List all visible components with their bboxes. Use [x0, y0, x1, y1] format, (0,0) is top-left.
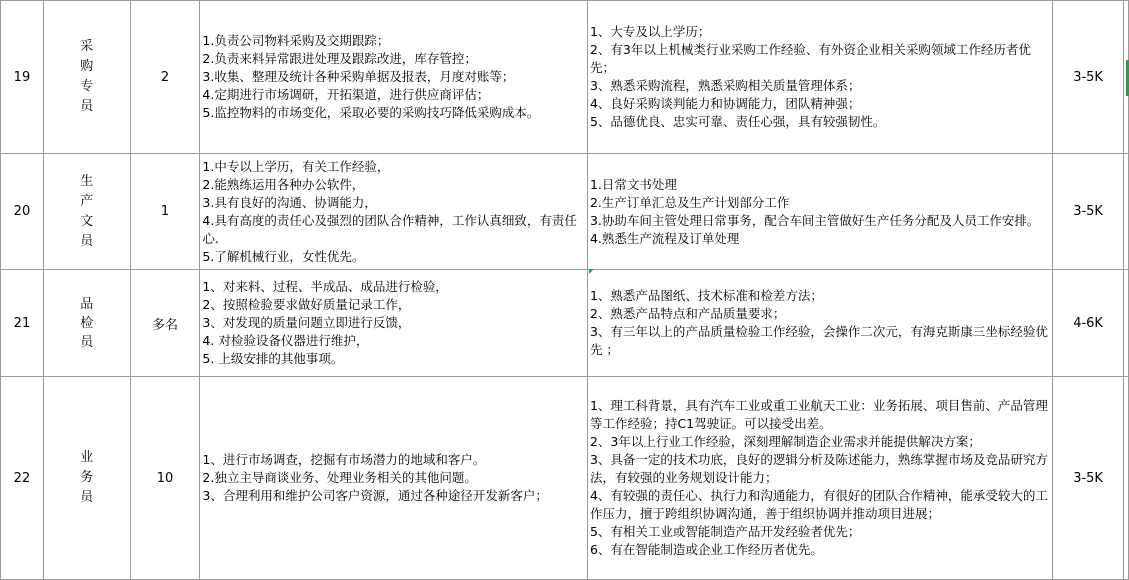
duty-line: 2.能熟练运用各种办公软件，: [202, 176, 365, 192]
requirement-line: 4、有较强的责任心、执行力和沟通能力，有很好的团队合作精神，能承受较大的工作压力，擅于跨组织协调沟通，善于组织协调并推动项目进展；: [589, 488, 1048, 521]
requirement-line: 2、3年以上行业工作经验，深刻理解制造企业需求并能提供解决方案；: [589, 434, 981, 449]
duty-line: 5. 上级安排的其他事项。: [202, 351, 344, 366]
table-row: [1, 1, 1129, 154]
duty-line: 2.负责来料异常跟进处理及跟踪改进，库存管控；: [202, 51, 477, 66]
duty-line: 1、进行市场调查，挖掘有市场潜力的地域和客户。: [202, 452, 486, 467]
duties-cell[interactable]: [200, 270, 588, 377]
requirement-line: 1、熟悉产品图纸、技术标准和检差方法；: [589, 288, 823, 303]
headcount-cell[interactable]: 2: [130, 1, 200, 154]
table-row: [1, 377, 1129, 580]
salary-cell[interactable]: 3-5K: [1053, 377, 1124, 580]
empty-cell[interactable]: [1123, 154, 1128, 270]
duty-line: 4. 对检验设备仪器进行维护，: [202, 333, 369, 348]
requirements-cell[interactable]: [587, 270, 1052, 377]
row-number-cell[interactable]: 20: [1, 154, 44, 270]
requirement-line: 6、有在智能制造或企业工作经历者优先。: [589, 542, 823, 557]
position-char: 员: [80, 490, 94, 505]
duty-line: 5.了解机械行业，女性优先。: [202, 248, 365, 264]
position-cell[interactable]: [43, 1, 130, 154]
row-number-cell[interactable]: 22: [1, 377, 44, 580]
position-char: 生: [80, 173, 94, 189]
requirements-cell[interactable]: [587, 1, 1052, 154]
duty-line: 5.监控物料的市场变化，采取必要的采购技巧降低采购成本。: [202, 105, 540, 120]
headcount-cell[interactable]: 10: [130, 377, 200, 580]
row-number-cell[interactable]: 19: [1, 1, 44, 154]
cell-indicator-triangle: [589, 269, 594, 274]
requirement-line: 1.日常文书处理: [589, 176, 677, 192]
duty-line: 1、对来料、过程、半成品、成品进行检验，: [202, 279, 448, 294]
table-row: [1, 154, 1129, 270]
duty-line: 3.具有良好的沟通、协调能力，: [202, 194, 377, 210]
duty-line: 4.定期进行市场调研，开拓渠道，进行供应商评估；: [202, 87, 490, 102]
requirement-line: 4.熟悉生产流程及订单处理: [589, 230, 740, 246]
empty-cell[interactable]: [1123, 377, 1128, 580]
duty-line: 3、对发现的质量问题立即进行反馈，: [202, 315, 411, 330]
position-char: 采: [80, 39, 94, 54]
duties-cell[interactable]: [200, 154, 588, 270]
position-char: 专: [80, 79, 94, 94]
salary-cell[interactable]: 3-5K: [1053, 154, 1124, 270]
position-char: 业: [80, 450, 94, 465]
requirement-line: 5、有相关工业或智能制造产品开发经验者优先；: [589, 524, 861, 539]
duty-line: 3.收集、整理及统计各种采购单据及报表，月度对账等；: [202, 69, 515, 84]
duty-line: 3、合理利用和维护公司客户资源，通过各种途径开发新客户；: [202, 488, 548, 503]
position-char: 员: [80, 233, 94, 249]
requirement-line: 2、有3年以上机械类行业采购工作经验、有外资企业相关采购领域工作经历者优先；: [589, 42, 1031, 75]
requirement-line: 4、良好采购谈判能力和协调能力，团队精神强；: [589, 96, 861, 111]
position-char: 务: [80, 470, 94, 485]
requirements-cell[interactable]: [587, 154, 1052, 270]
requirement-line: 2.生产订单汇总及生产计划部分工作: [589, 194, 790, 210]
duty-line: 4.具有高度的责任心及强烈的团队合作精神，工作认真细致，有责任心.: [202, 212, 577, 246]
headcount-cell[interactable]: 1: [130, 154, 200, 270]
requirement-line: 5、品德优良、忠实可靠、责任心强，具有较强韧性。: [589, 114, 886, 129]
duty-line: 2、按照检验要求做好质量记录工作，: [202, 297, 411, 312]
position-char: 员: [80, 99, 94, 114]
duty-line: 1.负责公司物料采购及交期跟踪；: [202, 33, 390, 48]
position-char: 品: [80, 296, 94, 312]
requirement-line: 3、熟悉采购流程，熟悉采购相关质量管理体系；: [589, 78, 861, 93]
empty-cell[interactable]: [1123, 270, 1128, 377]
position-char: 产: [80, 193, 94, 209]
row-number-cell[interactable]: 21: [1, 270, 44, 377]
position-cell[interactable]: [43, 377, 130, 580]
duties-cell[interactable]: [200, 1, 588, 154]
duty-line: 2.独立主导商谈业务、处理业务相关的其他问题。: [202, 470, 477, 485]
position-char: 员: [80, 334, 94, 350]
salary-cell[interactable]: 3-5K: [1053, 1, 1124, 154]
requirement-line: 1、理工科背景，具有汽车工业或重工业航天工业：业务拓展、项目售前、产品管理等工作经验；持C1驾驶证。可以接受出差。: [589, 398, 1048, 431]
requirement-line: 1、大专及以上学历；: [589, 24, 711, 39]
table-row: [1, 270, 1129, 377]
headcount-cell[interactable]: 多名: [130, 270, 200, 377]
position-cell[interactable]: [43, 270, 130, 377]
position-char: 文: [80, 213, 94, 229]
position-cell[interactable]: [43, 154, 130, 270]
requirements-cell[interactable]: [587, 377, 1052, 580]
duty-line: 1.中专以上学历，有关工作经验，: [202, 158, 390, 174]
position-char: 检: [80, 315, 94, 331]
requirement-line: 3、有三年以上的产品质量检验工作经验，会操作二次元，有海克斯康三坐标经验优先 ；: [589, 324, 1048, 357]
requirement-line: 3、具备一定的技术功底，良好的逻辑分析及陈述能力，熟练掌握市场及竞品研究方法，有较强的业务规划设计能力；: [589, 452, 1048, 485]
position-char: 购: [80, 59, 94, 74]
requirement-line: 3.协助车间主管处理日常事务，配合车间主管做好生产任务分配及人员工作安排。: [589, 212, 1040, 228]
duties-cell[interactable]: [200, 377, 588, 580]
salary-cell[interactable]: 4-6K: [1053, 270, 1124, 377]
requirement-line: 2、熟悉产品特点和产品质量要求；: [589, 306, 786, 321]
